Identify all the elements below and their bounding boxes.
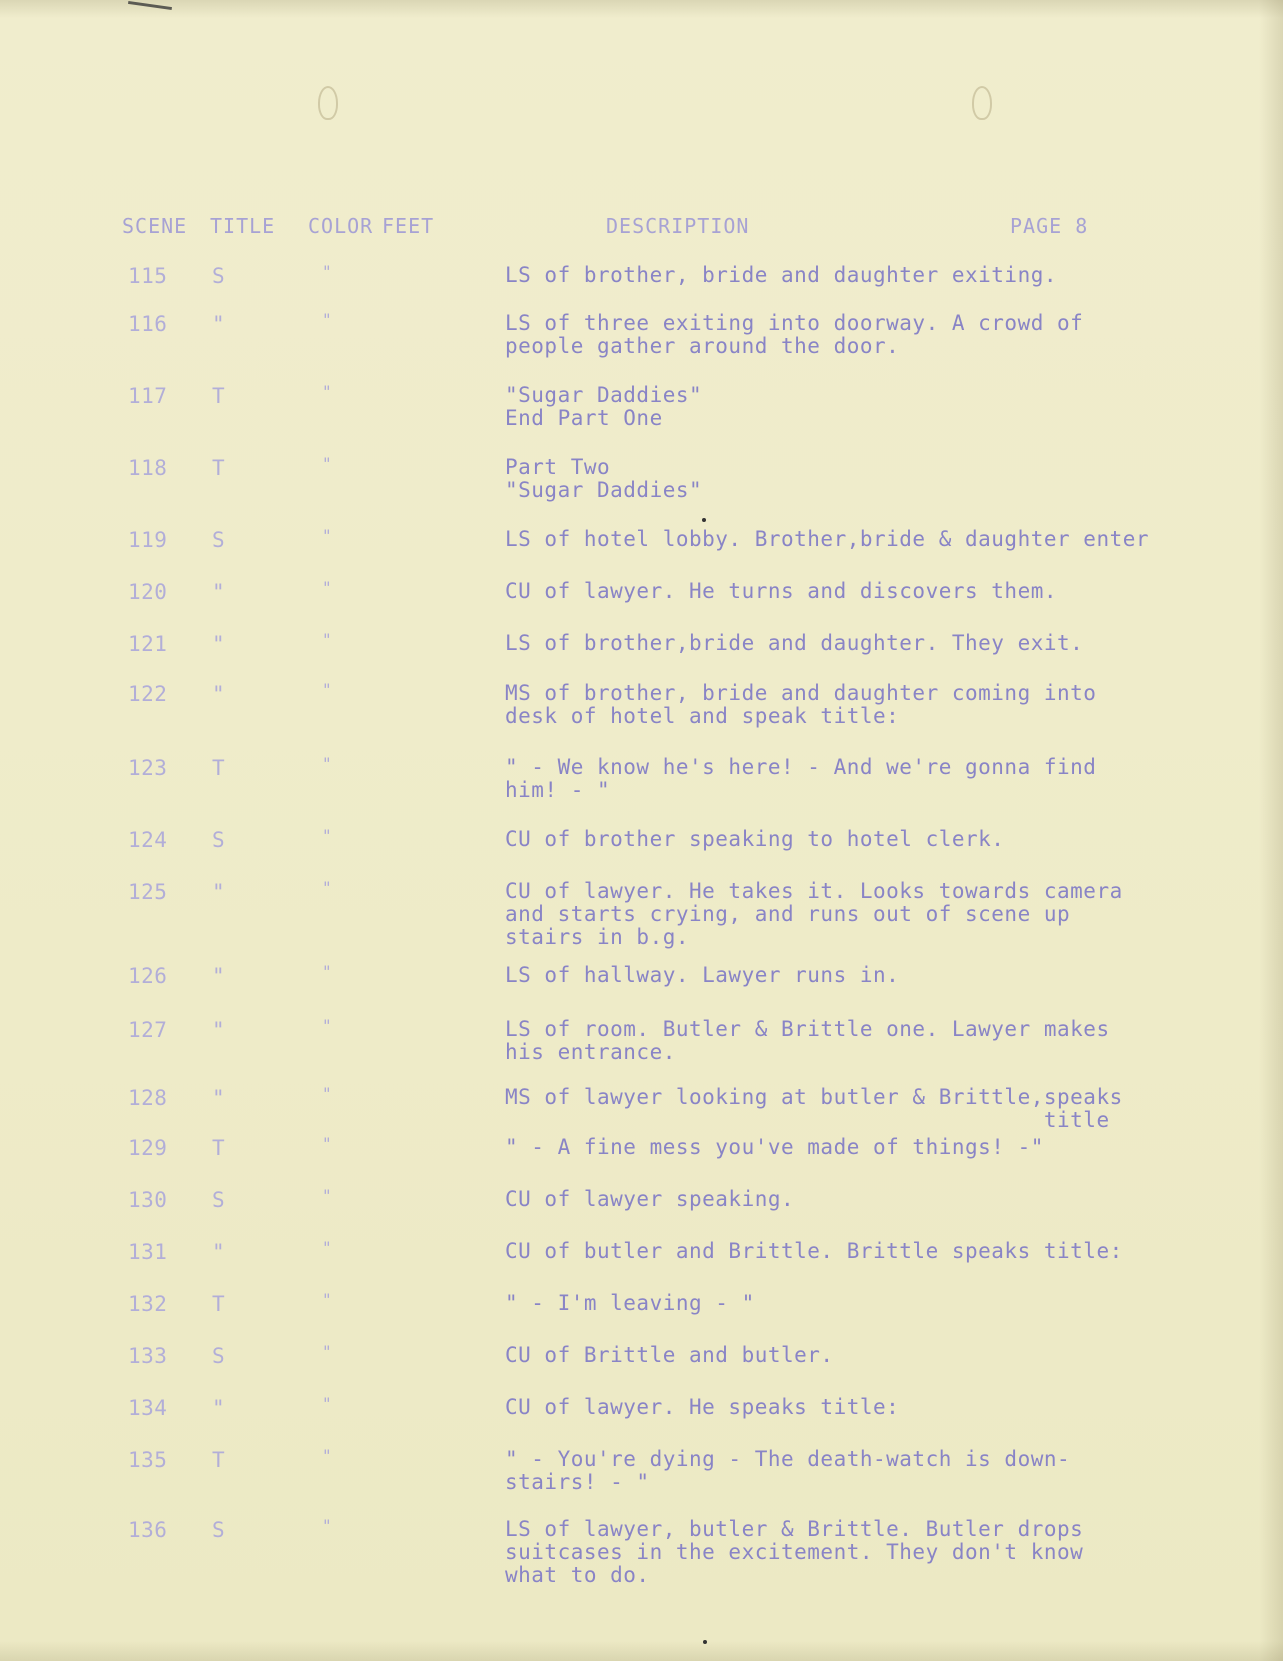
scene-number: 131 [128, 1240, 168, 1264]
title-code: T [212, 456, 226, 480]
title-code: " [212, 1396, 226, 1420]
header-description: DESCRIPTION [606, 214, 750, 238]
title-code: " [212, 1086, 226, 1110]
scene-description [505, 828, 1004, 851]
feet-mark: " [322, 262, 333, 281]
description-line: and starts crying, and runs out of scene up [505, 902, 1071, 926]
feet-mark: " [322, 962, 333, 981]
scene-number: 134 [128, 1396, 168, 1420]
scene-description [505, 964, 899, 987]
feet-mark: " [322, 1238, 333, 1257]
description-line: LS of brother,bride and daughter. They exit. [505, 631, 1084, 655]
scene-number: 128 [128, 1086, 168, 1110]
scene-description [505, 312, 1083, 358]
description-line: CU of Brittle and butler. [505, 1343, 834, 1367]
scene-number: 124 [128, 828, 168, 852]
punch-hole-left [318, 86, 338, 120]
title-code: " [212, 580, 226, 604]
title-code: T [212, 384, 226, 408]
title-code: S [212, 528, 226, 552]
feet-mark: " [322, 878, 333, 897]
description-line: CU of lawyer speaking. [505, 1187, 795, 1211]
scene-number: 121 [128, 632, 168, 656]
scene-description [505, 682, 1096, 728]
scene-description [505, 880, 1123, 949]
description-line: MS of brother, bride and daughter coming into [505, 681, 1097, 705]
paper-edge-bottom [0, 1641, 1283, 1661]
scene-number: 129 [128, 1136, 168, 1160]
scene-description [505, 456, 702, 502]
feet-mark: " [322, 826, 333, 845]
title-code: T [212, 1136, 226, 1160]
header-title: TITLE [210, 214, 276, 238]
description-line: "Sugar Daddies" [505, 478, 703, 502]
description-line: suitcases in the excitement. They don't know [505, 1540, 1084, 1564]
description-line: LS of hallway. Lawyer runs in. [505, 963, 900, 987]
scene-number: 132 [128, 1292, 168, 1316]
feet-mark: " [322, 680, 333, 699]
scene-number: 120 [128, 580, 168, 604]
page-number: PAGE 8 [1010, 214, 1089, 238]
feet-mark: " [322, 1134, 333, 1153]
description-line: stairs in b.g. [505, 925, 690, 949]
title-code: " [212, 682, 226, 706]
feet-mark: " [322, 1084, 333, 1103]
feet-mark: " [322, 1446, 333, 1465]
scene-description [505, 528, 1149, 551]
feet-mark: " [322, 1516, 333, 1535]
feet-mark: " [322, 754, 333, 773]
description-line: LS of room. Butler & Brittle one. Lawyer makes [505, 1017, 1110, 1041]
title-code: " [212, 1240, 226, 1264]
feet-mark: " [322, 630, 333, 649]
description-line: " - A fine mess you've made of things! -" [505, 1135, 1044, 1159]
description-line: " - You're dying - The death-watch is down- [505, 1447, 1071, 1471]
scene-number: 127 [128, 1018, 168, 1042]
scene-description [505, 1018, 1110, 1064]
scene-description [505, 1448, 1070, 1494]
scene-description [505, 580, 1057, 603]
feet-mark: " [322, 578, 333, 597]
title-code: T [212, 1448, 226, 1472]
scene-description [505, 264, 1057, 287]
scene-description [505, 1344, 834, 1367]
title-code: S [212, 264, 226, 288]
title-code: T [212, 756, 226, 780]
description-line: CU of lawyer. He speaks title: [505, 1395, 900, 1419]
description-line: desk of hotel and speak title: [505, 704, 900, 728]
feet-mark: " [322, 1394, 333, 1413]
feet-mark: " [322, 1290, 333, 1309]
scene-description [505, 1518, 1083, 1587]
description-line: him! - " [505, 778, 611, 802]
description-line: CU of brother speaking to hotel clerk. [505, 827, 1005, 851]
title-code: T [212, 1292, 226, 1316]
description-line: End Part One [505, 406, 663, 430]
scene-number: 123 [128, 756, 168, 780]
description-line: his entrance. [505, 1040, 676, 1064]
description-line: " - We know he's here! - And we're gonna find [505, 755, 1097, 779]
title-code: " [212, 964, 226, 988]
scene-number: 122 [128, 682, 168, 706]
header-scene: SCENE [122, 214, 188, 238]
feet-mark: " [322, 454, 333, 473]
scene-description [505, 756, 1096, 802]
scene-number: 130 [128, 1188, 168, 1212]
scene-number: 136 [128, 1518, 168, 1542]
feet-mark: " [322, 1016, 333, 1035]
title-code: " [212, 1018, 226, 1042]
title-code: S [212, 1344, 226, 1368]
description-line: LS of brother, bride and daughter exiting. [505, 263, 1058, 287]
scene-number: 117 [128, 384, 168, 408]
ink-speck [703, 1640, 707, 1644]
scene-number: 116 [128, 312, 168, 336]
title-code: " [212, 880, 226, 904]
scene-description [505, 1086, 1123, 1132]
scene-number: 118 [128, 456, 168, 480]
header-feet: FEET [382, 214, 435, 238]
scene-number: 135 [128, 1448, 168, 1472]
scene-number: 115 [128, 264, 168, 288]
description-line: Part Two [505, 455, 611, 479]
description-line: CU of lawyer. He takes it. Looks towards camera [505, 879, 1123, 903]
scene-number: 125 [128, 880, 168, 904]
paper-edge-top [0, 0, 1283, 18]
scene-description [505, 1240, 1123, 1263]
feet-mark: " [322, 382, 333, 401]
scene-number: 133 [128, 1344, 168, 1368]
title-code: S [212, 828, 226, 852]
scene-description [505, 384, 702, 430]
description-line: title [505, 1108, 1110, 1132]
description-line: people gather around the door. [505, 334, 900, 358]
feet-mark: " [322, 1342, 333, 1361]
description-line: CU of lawyer. He turns and discovers them. [505, 579, 1058, 603]
title-code: " [212, 312, 226, 336]
ink-speck [702, 518, 706, 522]
punch-hole-right [972, 86, 992, 120]
scene-description [505, 1396, 899, 1419]
scene-description [505, 1188, 794, 1211]
description-line: LS of three exiting into doorway. A crowd of [505, 311, 1084, 335]
description-line: stairs! - " [505, 1470, 650, 1494]
description-line: LS of hotel lobby. Brother,bride & daughter enter [505, 527, 1150, 551]
scene-number: 119 [128, 528, 168, 552]
title-code: " [212, 632, 226, 656]
scene-description [505, 1292, 755, 1315]
scene-description [505, 1136, 1044, 1159]
header-color: COLOR [308, 214, 374, 238]
description-line: MS of lawyer looking at butler & Brittle,speaks [505, 1085, 1123, 1109]
description-line: what to do. [505, 1563, 650, 1587]
feet-mark: " [322, 1186, 333, 1205]
feet-mark: " [322, 526, 333, 545]
description-line: " - I'm leaving - " [505, 1291, 755, 1315]
description-line: CU of butler and Brittle. Brittle speaks title: [505, 1239, 1123, 1263]
description-line: LS of lawyer, butler & Brittle. Butler drops [505, 1517, 1084, 1541]
title-code: S [212, 1188, 226, 1212]
paper-edge-right [1259, 0, 1283, 1661]
feet-mark: " [322, 310, 333, 329]
title-code: S [212, 1518, 226, 1542]
description-line: "Sugar Daddies" [505, 383, 703, 407]
scene-description [505, 632, 1083, 655]
scene-number: 126 [128, 964, 168, 988]
